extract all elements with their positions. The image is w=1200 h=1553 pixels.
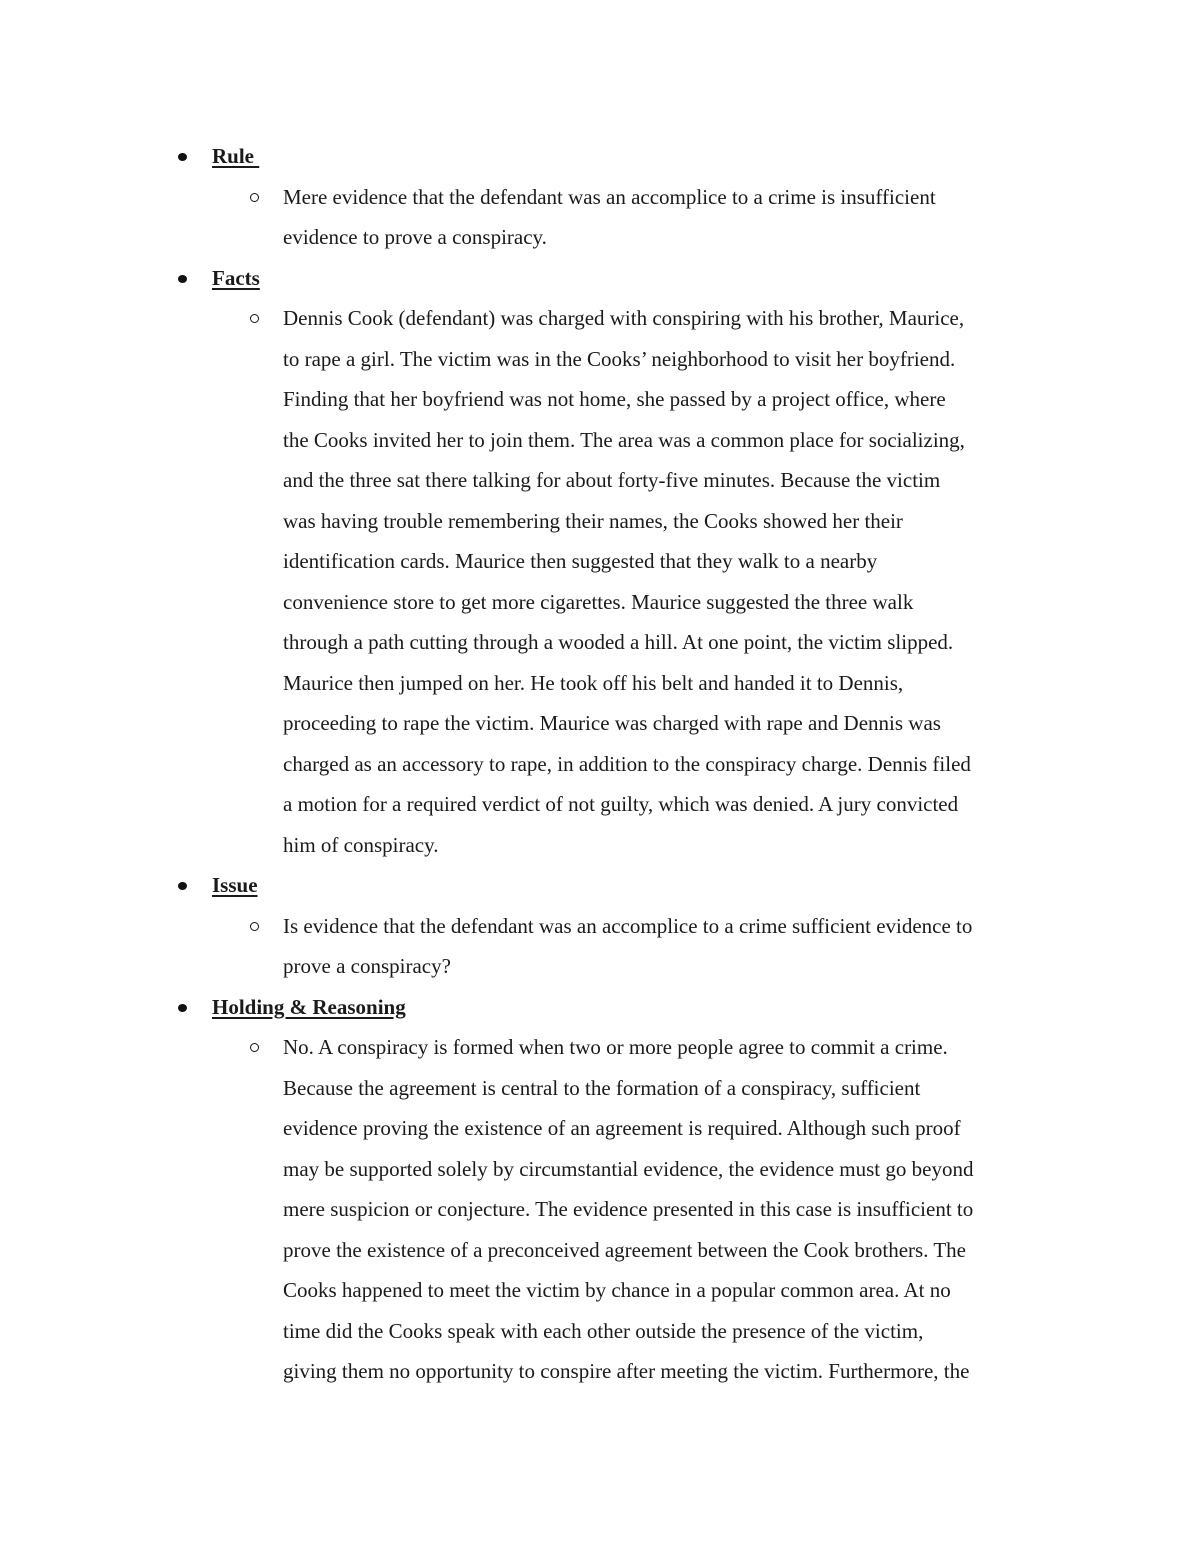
- bullet-icon: [178, 275, 187, 283]
- text-line: Finding that her boyfriend was not home, she passed by a project office, where: [283, 387, 946, 411]
- section-heading-row: [0, 136, 1200, 177]
- section-heading-holding-reasoning: Holding & Reasoning: [212, 994, 406, 1019]
- section-body-issue: [0, 906, 1063, 987]
- text-line: mere suspicion or conjecture. The evidence presented in this case is insufficient to: [283, 1197, 974, 1221]
- hollow-bullet-icon: [250, 922, 259, 931]
- section-heading-rule: Rule: [212, 144, 260, 168]
- section-heading-row: [0, 987, 1200, 1028]
- section-holding-reasoning: [0, 987, 1200, 1392]
- hollow-bullet-icon: [250, 1043, 259, 1052]
- bullet-icon: [178, 153, 187, 161]
- section-body-rule: [0, 177, 1063, 258]
- text-line: a motion for a required verdict of not guilty, which was denied. A jury convicted: [283, 792, 959, 816]
- bullet-icon: [178, 882, 187, 890]
- text-line: identification cards. Maurice then suggested that they walk to a nearby: [283, 549, 878, 573]
- hollow-bullet-icon: [250, 193, 259, 202]
- text-line: through a path cutting through a wooded a hill. At one point, the victim slipped.: [283, 630, 954, 654]
- paragraph-facts: [283, 298, 1063, 865]
- text-line: prove the existence of a preconceived agreement between the Cook brothers. The: [283, 1237, 966, 1262]
- case-brief: [0, 136, 1200, 1392]
- section-body-facts: [0, 298, 1063, 865]
- paragraph-holding-reasoning: [283, 1027, 1063, 1392]
- paragraph-rule: [283, 177, 1063, 258]
- section-body-holding-reasoning: [0, 1027, 1063, 1392]
- hollow-bullet-icon: [250, 314, 259, 323]
- text-line: Is evidence that the defendant was an accomplice to a crime sufficient evidence to: [283, 913, 973, 938]
- text-line: and the three sat there talking for about forty-five minutes. Because the victim: [283, 468, 941, 492]
- text-line: Dennis Cook (defendant) was charged with conspiring with his brother, Maurice,: [283, 306, 965, 330]
- section-facts: [0, 258, 1200, 866]
- text-line: Because the agreement is central to the formation of a conspiracy, sufficient: [283, 1075, 921, 1100]
- section-heading-issue: Issue: [212, 873, 258, 897]
- text-line: Mere evidence that the defendant was an accomplice to a crime is insufficient: [283, 184, 936, 209]
- text-line: time did the Cooks speak with each other outside the presence of the victim,: [283, 1318, 924, 1343]
- text-line: Maurice then jumped on her. He took off his belt and handed it to Dennis,: [283, 670, 904, 695]
- text-line: prove a conspiracy?: [283, 954, 451, 978]
- text-line: giving them no opportunity to conspire after meeting the victim. Furthermore, the: [283, 1359, 970, 1383]
- text-line: proceeding to rape the victim. Maurice was charged with rape and Dennis was: [283, 711, 941, 735]
- text-line: may be supported solely by circumstantial evidence, the evidence must go beyond: [283, 1156, 974, 1181]
- text-line: him of conspiracy.: [283, 832, 439, 857]
- text-line: the Cooks invited her to join them. The area was a common place for socializing,: [283, 427, 965, 452]
- text-line: convenience store to get more cigarettes. Maurice suggested the three walk: [283, 589, 914, 614]
- text-line: charged as an accessory to rape, in addition to the conspiracy charge. Dennis filed: [283, 751, 971, 776]
- section-issue: [0, 865, 1200, 987]
- text-line: Cooks happened to meet the victim by chance in a popular common area. At no: [283, 1278, 951, 1302]
- section-heading-facts: Facts: [212, 265, 260, 290]
- section-heading-row: [0, 258, 1200, 299]
- text-line: evidence proving the existence of an agreement is required. Although such proof: [283, 1116, 961, 1140]
- text-line: evidence to prove a conspiracy.: [283, 225, 547, 249]
- section-rule: [0, 136, 1200, 258]
- bullet-icon: [178, 1004, 187, 1012]
- text-line: No. A conspiracy is formed when two or more people agree to commit a crime.: [283, 1035, 948, 1059]
- text-line: was having trouble remembering their names, the Cooks showed her their: [283, 508, 903, 533]
- paragraph-issue: [283, 906, 1063, 987]
- section-heading-row: [0, 865, 1200, 906]
- text-line: to rape a girl. The victim was in the Cooks’ neighborhood to visit her boyfriend.: [283, 346, 956, 371]
